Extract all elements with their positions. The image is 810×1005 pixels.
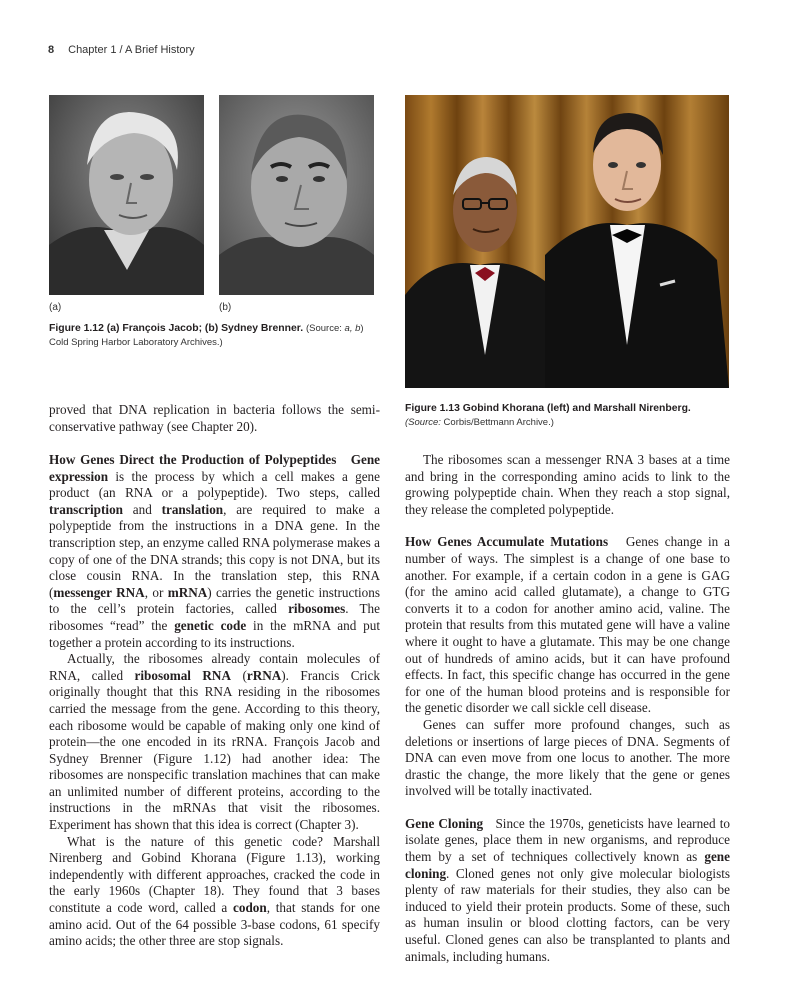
page-number: 8 xyxy=(48,44,55,56)
paragraph-continuation: proved that DNA replication in bacteria follows the semi-conservative pathway (see Chapter 20). xyxy=(49,402,380,434)
figure-1-12-label-a: (a) xyxy=(49,302,62,313)
running-title: Chapter 1 / A Brief History xyxy=(68,44,195,56)
figure-1-13-caption xyxy=(405,402,735,430)
photo-khorana-nirenberg xyxy=(405,95,729,388)
paragraph-genetic-code: What is the nature of this genetic code? Marshall Nirenberg and Gobind Khorana (Figure 1.13), working independently with different approaches, cracked the code in the early 1960s (Chapter 18). They found that 3 bases constitute a code word, called a codon, that stands for one amino acid. Out of the 64 possible 3-base codons, 61 specify amino acids; the other three are stop signals. xyxy=(49,833,380,949)
figure-1-12-caption xyxy=(49,322,379,350)
left-column xyxy=(49,452,380,950)
figure-1-12-source: (Source: a, b) Cold Spring Harbor Laboratory Archives.) xyxy=(49,323,364,348)
paragraph-ribosomal-rna: Actually, the ribosomes already contain molecules of RNA, called ribosomal RNA (rRNA). Francis Crick originally thought that this RNA residing in the ribosomes carried the message from the gene. According to this theory, each ribosome would be capable of making only one kind of protein—the one encoded in its rRNA. François Jacob and Sydney Brenner (Figure 1.12) had another idea: The ribosomes are nonspecific translation machines that can make an unlimited number of different proteins, according to the instructions in the mRNAs that visit the ribosomes. Experiment has shown that this idea is correct (Chapter 3). xyxy=(49,651,380,833)
figure-1-12-number: Figure 1.12 xyxy=(49,323,104,334)
figure-1-13-source: (Source: Corbis/Bettmann Archive.) xyxy=(405,417,554,428)
running-header xyxy=(48,44,195,56)
photo-sydney-brenner xyxy=(219,95,374,295)
section-heading-gene-cloning: Gene Cloning xyxy=(405,815,484,831)
paragraph-mutations: How Genes Accumulate Mutations Genes change in a number of ways. The simplest is a change of one base to another. For example, if a certain codon in a gene is GAG (for the amino acid called glutamate), a change to GTG converts it to a codon for another amino acid, valine. The protein that results from this mutated gene will have a valine where it ought to have a glutamate. This may be one change out of hundreds of amino acids, but it can have profound effects. In fact, this specific change has occurred in the gene for one of the human blood proteins and is responsible for the genetic disorder we call sickle cell disease. xyxy=(405,534,730,716)
section-heading-polypeptides: How Genes Direct the Production of Polypeptides xyxy=(49,452,337,467)
paragraph-profound-changes: Genes can suffer more profound changes, such as deletions or insertions of large pieces of DNA. Segments of DNA can even move from one locus to another. The more drastic the change, the more likely that the gene or genes involved will be totally inactivated. xyxy=(405,716,730,799)
right-column xyxy=(405,452,730,965)
paragraph-ribosome-scan: The ribosomes scan a messenger RNA 3 bases at a time and bring in the corresponding amino acids to link to the growing polypeptide chain. When they reach a stop signal, they release the completed polypeptide. xyxy=(405,452,730,517)
figure-1-13-title: Gobind Khorana (left) and Marshall Nirenberg. xyxy=(462,403,691,414)
figure-1-12-title: (a) François Jacob; (b) Sydney Brenner. xyxy=(106,323,304,334)
paragraph-gene-cloning: Gene Cloning Since the 1970s, geneticists have learned to isolate genes, place them in new organisms, and reproduce them by a set of techniques collectively known as gene cloning. Cloned genes not only give molecular biologists plenty of raw materials for their studies, they also can be induced to yield their protein products. Some of these, such as human insulin or blood clotting factors, can be very useful. Cloned genes can also be transplanted to plants and animals, including humans. xyxy=(405,815,730,964)
figure-1-13-number: Figure 1.13 xyxy=(405,403,460,414)
paragraph-gene-expression: How Genes Direct the Production of Polypeptides Gene expression is the process by which a cell makes a gene product (an RNA or a polypeptide). Two steps, called transcription and translation, are required to make a polypeptide from the instructions in a DNA gene. In the transcription step, an enzyme called RNA polymerase makes a copy of one of the DNA strands; this copy is not DNA, but its close cousin RNA. In the translation step, this RNA (messenger RNA, or mRNA) carries the genetic instructions to the cell’s protein factories, called ribosomes. The ribosomes “read” the genetic code in the mRNA and put together a protein according to its instructions. xyxy=(49,452,381,650)
photo-francois-jacob xyxy=(49,95,204,295)
figure-1-12-label-b: (b) xyxy=(219,302,232,313)
left-column-continuation xyxy=(49,402,380,435)
section-heading-mutations: How Genes Accumulate Mutations xyxy=(405,534,609,550)
